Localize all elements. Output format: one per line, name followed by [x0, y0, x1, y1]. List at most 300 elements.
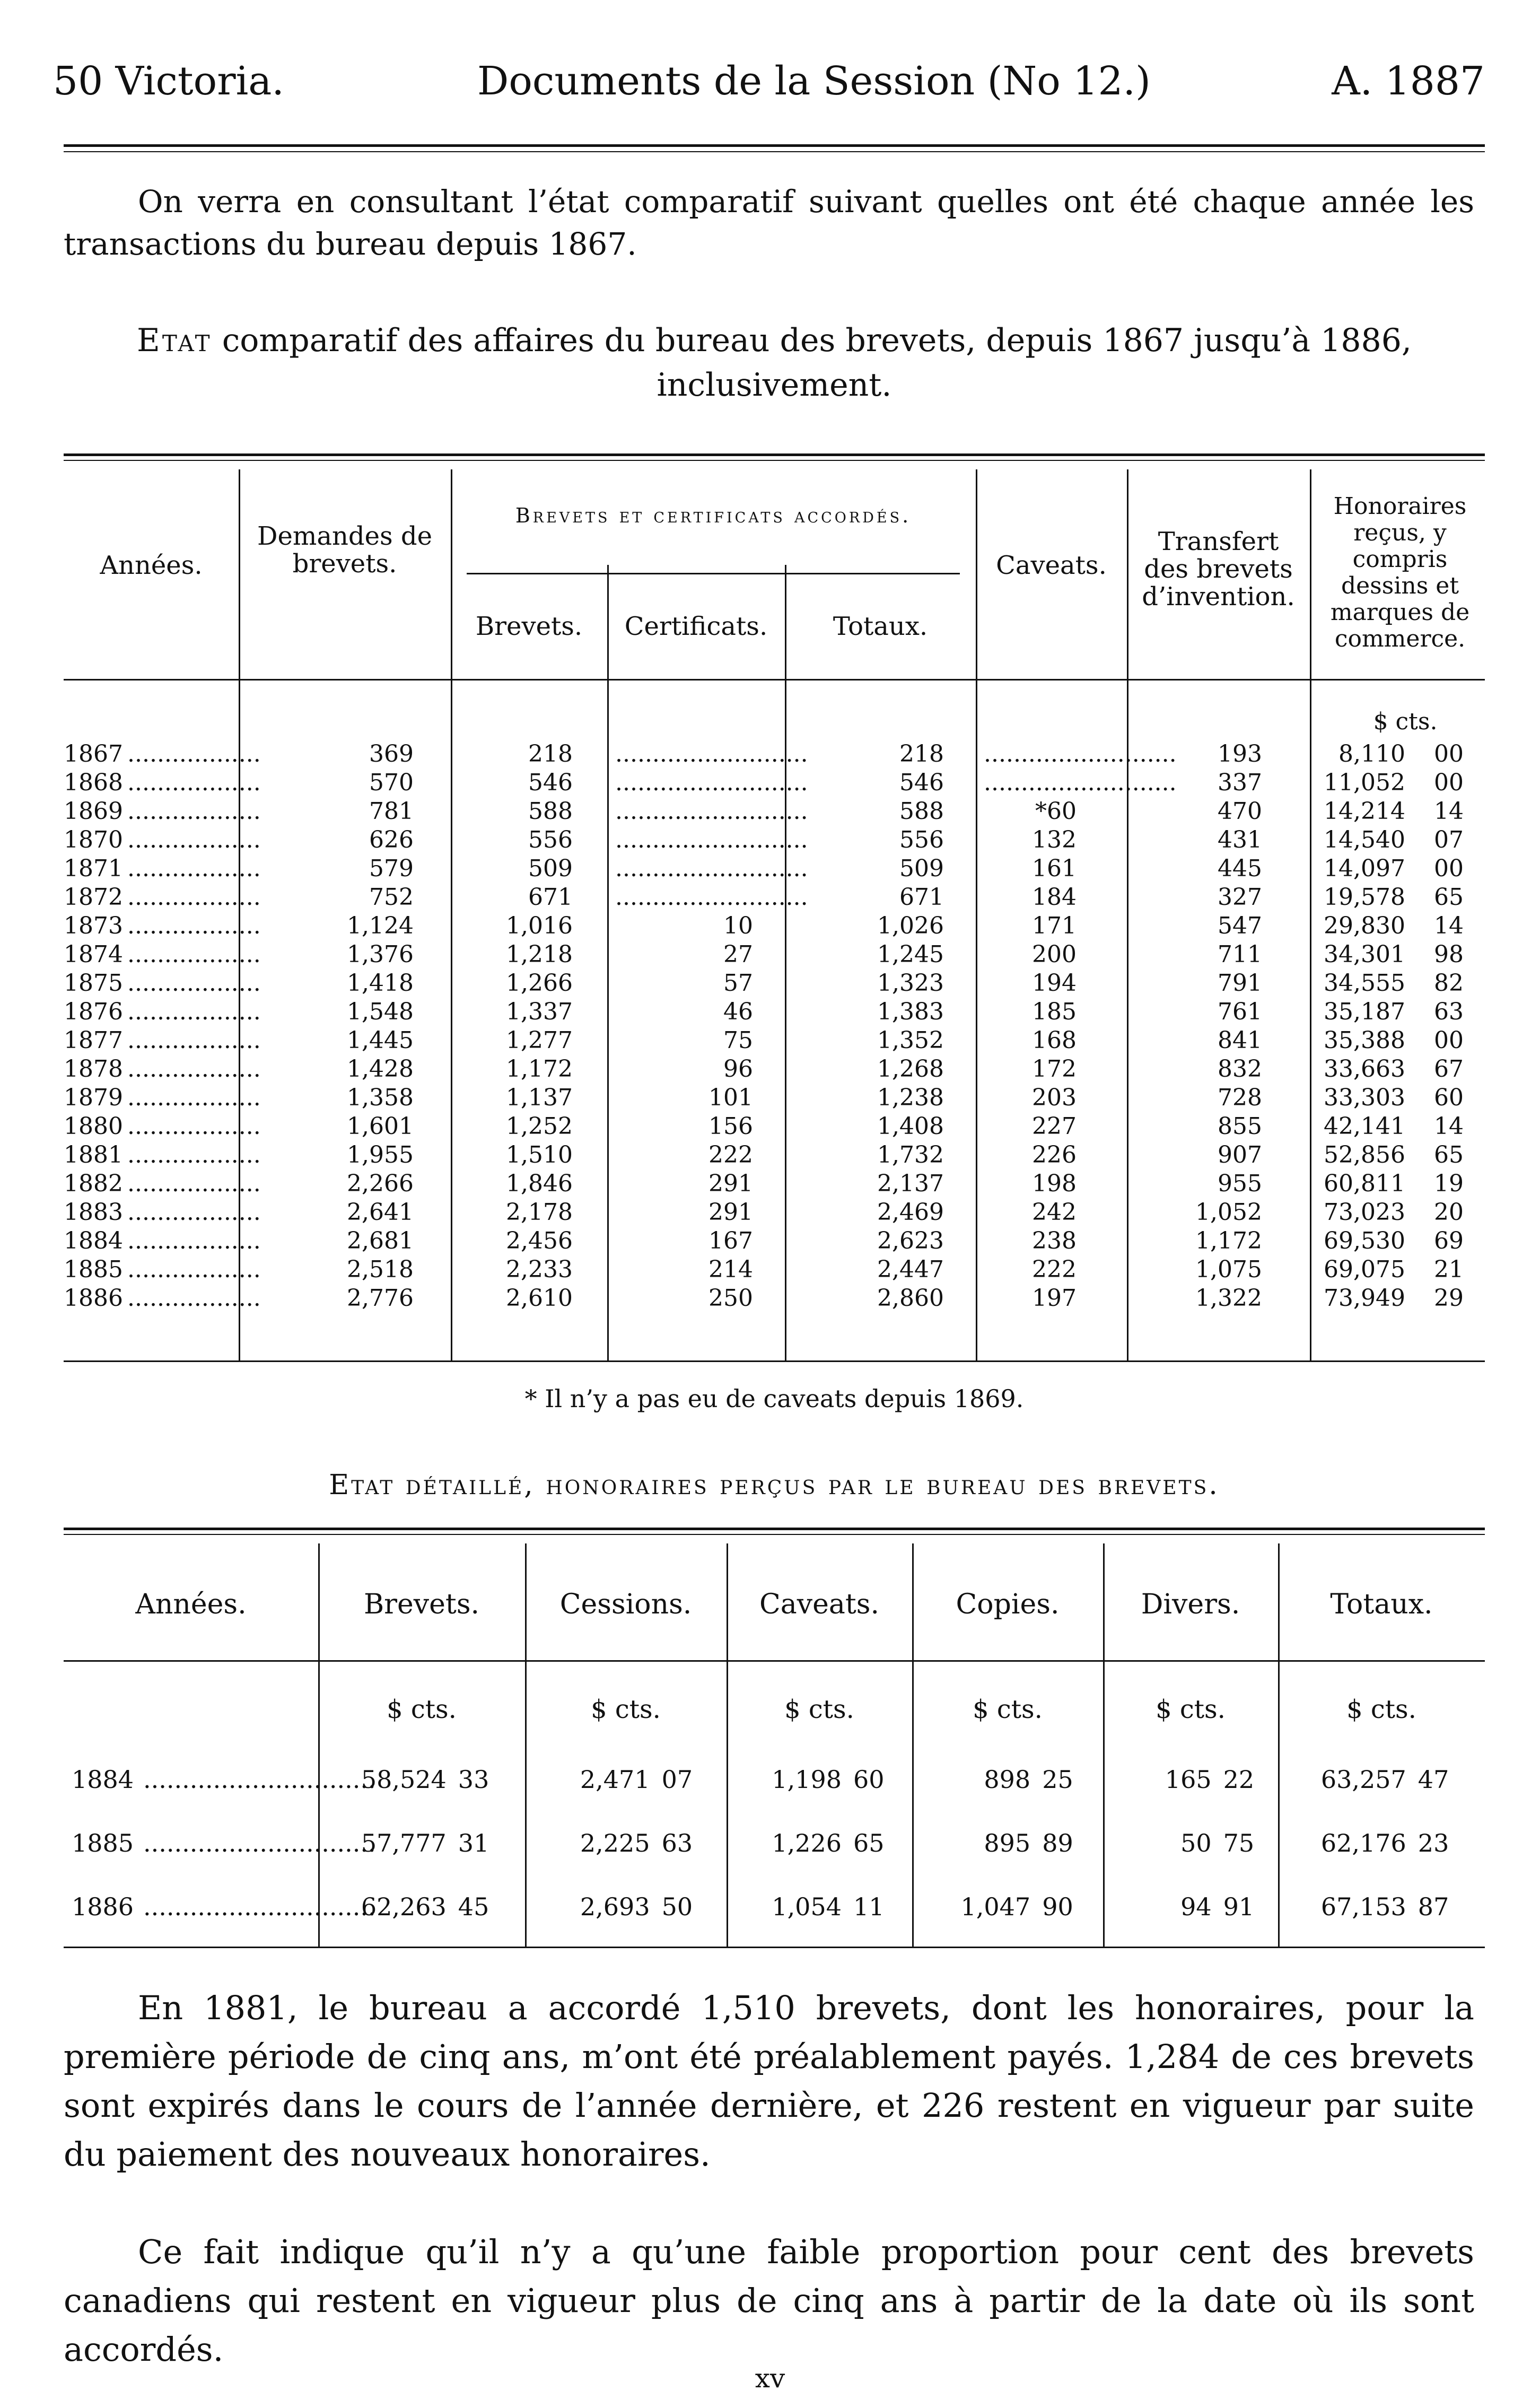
t2-currency-label: $ cts.	[1346, 1695, 1416, 1724]
t2-cell-dollars: 94	[1180, 1892, 1212, 1921]
cell-cents: 07	[1434, 826, 1464, 853]
table-row	[64, 826, 1485, 854]
cell-cents: 69	[1434, 1227, 1464, 1254]
table-row	[64, 740, 1485, 769]
t2-currency-label: $ cts.	[591, 1695, 661, 1724]
cell-transfert: 445	[1218, 855, 1262, 882]
cell-transfert: 1,322	[1195, 1285, 1262, 1312]
t2-cell-dollars: 2,225	[580, 1829, 650, 1857]
cell-demandes: 2,776	[347, 1285, 414, 1312]
comparative-table	[64, 453, 1485, 1379]
cell-cert: 75	[723, 1027, 753, 1054]
cell-brevets: 2,610	[506, 1285, 573, 1312]
cell-demandes: 752	[369, 884, 414, 911]
cell-demandes: 626	[369, 826, 414, 853]
cell-caveats: 168	[1032, 1027, 1077, 1054]
cell-demandes: 1,601	[347, 1113, 414, 1140]
row-year: 1877	[64, 1027, 123, 1054]
cell-transfert: 1,075	[1195, 1256, 1262, 1283]
cell-demandes: 1,445	[347, 1027, 414, 1054]
cell-dollars: 29,830	[1324, 912, 1405, 939]
table-row	[64, 769, 1485, 797]
t2-cell-cents: 07	[661, 1765, 693, 1794]
cell-cents: 14	[1434, 798, 1464, 825]
cell-cents: 65	[1434, 1141, 1464, 1168]
cell-caveats: 242	[1032, 1199, 1077, 1226]
cell-dollars: 52,856	[1324, 1141, 1405, 1168]
row-year: 1884	[72, 1765, 134, 1794]
cell-caveats: 198	[1032, 1170, 1077, 1197]
cell-dollars: 8,110	[1338, 740, 1405, 767]
leader-dots: ..................	[127, 970, 261, 997]
cell-dollars: 34,555	[1324, 970, 1405, 997]
t2-cell-cents: 91	[1223, 1892, 1255, 1921]
cell-dollars: 42,141	[1324, 1113, 1405, 1140]
row-year: 1885	[64, 1256, 123, 1283]
table-row	[64, 969, 1485, 998]
row-year: 1880	[64, 1113, 123, 1140]
cell-cents: 21	[1434, 1256, 1464, 1283]
row-year: 1886	[72, 1892, 134, 1921]
cell-cert: 10	[723, 912, 753, 939]
table-row	[64, 854, 1485, 883]
cell-caveats: 194	[1032, 970, 1077, 997]
cell-dollars: 33,303	[1324, 1084, 1405, 1111]
cell-cents: 63	[1434, 998, 1464, 1025]
t1-header-group: Brevets et certificats accordés.	[515, 504, 912, 527]
cell-brevets: 556	[528, 826, 573, 853]
cell-transfert: 337	[1218, 769, 1262, 796]
cell-cert: 46	[723, 998, 753, 1025]
cell-demandes: 2,518	[347, 1256, 414, 1283]
cell-dollars: 14,214	[1324, 798, 1405, 825]
t2-cell-dollars: 165	[1165, 1765, 1212, 1794]
cell-transfert: 907	[1218, 1141, 1262, 1168]
cell-totaux: 1,323	[877, 970, 944, 997]
t1-header-certificats: Certificats.	[624, 612, 768, 641]
t2-cell-cents: 11	[853, 1892, 885, 1921]
table-row	[64, 1227, 1485, 1255]
cell-cents: 98	[1434, 941, 1464, 968]
row-year: 1885	[72, 1829, 134, 1857]
cell-transfert: 193	[1218, 740, 1262, 767]
leader-dots: ..................	[127, 1170, 261, 1197]
leader-dots: ..................	[127, 998, 261, 1025]
cell-dollars: 35,388	[1324, 1027, 1405, 1054]
cell-transfert: 955	[1218, 1170, 1262, 1197]
row-year: 1872	[64, 884, 123, 911]
empty-cell-dots: ..........................	[984, 740, 1177, 767]
t2-cell-dollars: 50	[1180, 1829, 1212, 1857]
cell-brevets: 2,456	[506, 1227, 573, 1254]
table-row	[64, 1819, 1485, 1867]
leader-dots: ..................	[127, 941, 261, 968]
cell-cert: 156	[708, 1113, 753, 1140]
leader-dots: ..................	[127, 1285, 261, 1312]
table1-title-rest: comparatif des affaires du bureau des brevets, depuis 1867 jusqu’à 1886, inclusivement.	[222, 322, 1412, 404]
cell-caveats: 227	[1032, 1113, 1077, 1140]
cell-brevets: 1,277	[506, 1027, 573, 1054]
cell-caveats: *60	[1035, 798, 1077, 825]
cell-totaux: 2,623	[877, 1227, 944, 1254]
cell-cents: 19	[1434, 1170, 1464, 1197]
header-right: A. 1887	[1332, 58, 1485, 104]
cell-totaux: 1,352	[877, 1027, 944, 1054]
cell-cert: 214	[708, 1256, 753, 1283]
leader-dots: ..................	[127, 1227, 261, 1254]
cell-dollars: 11,052	[1324, 769, 1405, 796]
cell-totaux: 1,383	[877, 998, 944, 1025]
row-year: 1876	[64, 998, 123, 1025]
leader-dots: ..............................	[143, 1829, 376, 1857]
empty-cell-dots: ..........................	[615, 769, 808, 796]
row-year: 1868	[64, 769, 123, 796]
t2-cell-cents: 63	[661, 1829, 693, 1857]
t2-cell-dollars: 67,153	[1320, 1892, 1406, 1921]
cell-caveats: 132	[1032, 826, 1077, 853]
cell-cert: 250	[708, 1285, 753, 1312]
table-row	[64, 1055, 1485, 1084]
paragraph-proportion: Ce fait indique qu’il n’y a qu’une faible proportion pour cent des brevets canadiens qui restent en vigueur plus de cinq ans à partir de la date où ils sont accordés.	[64, 2232, 1474, 2369]
t2-cell-cents: 45	[458, 1892, 489, 1921]
row-year: 1879	[64, 1084, 123, 1111]
t1-header-annees: Années.	[100, 551, 203, 580]
cell-cents: 65	[1434, 884, 1464, 911]
cell-brevets: 546	[528, 769, 573, 796]
row-year: 1874	[64, 941, 123, 968]
t2-currency-label: $ cts.	[1156, 1695, 1226, 1724]
t2-header-rule	[64, 1660, 1485, 1662]
cell-cert: 27	[723, 941, 753, 968]
table-row	[64, 940, 1485, 969]
cell-cents: 00	[1434, 855, 1464, 882]
t2-cell-dollars: 1,054	[772, 1892, 842, 1921]
t2-header: Années.	[135, 1589, 247, 1620]
t2-cell-cents: 65	[853, 1829, 885, 1857]
cell-totaux: 1,245	[877, 941, 944, 968]
cell-transfert: 470	[1218, 798, 1262, 825]
row-year: 1870	[64, 826, 123, 853]
empty-cell-dots: ..........................	[615, 826, 808, 853]
row-year: 1883	[64, 1199, 123, 1226]
cell-cert: 101	[708, 1084, 753, 1111]
cell-demandes: 781	[369, 798, 414, 825]
cell-cert: 96	[723, 1055, 753, 1083]
t2-cell-dollars: 1,198	[772, 1765, 842, 1794]
t1-header-rule	[64, 679, 1485, 680]
cell-totaux: 671	[899, 884, 944, 911]
cell-totaux: 556	[899, 826, 944, 853]
t2-header: Totaux.	[1330, 1589, 1433, 1620]
t2-cell-cents: 60	[853, 1765, 885, 1794]
running-header	[53, 58, 1485, 111]
cell-dollars: 35,187	[1324, 998, 1405, 1025]
cell-transfert: 1,172	[1195, 1227, 1262, 1254]
cell-transfert: 431	[1218, 826, 1262, 853]
t1-top-rule-thin	[64, 460, 1485, 461]
cell-brevets: 1,016	[506, 912, 573, 939]
t2-cell-cents: 22	[1223, 1765, 1255, 1794]
cell-caveats: 161	[1032, 855, 1077, 882]
cell-brevets: 1,137	[506, 1084, 573, 1111]
cell-totaux: 2,137	[877, 1170, 944, 1197]
leader-dots: ..................	[127, 740, 261, 767]
t2-cell-dollars: 62,176	[1320, 1829, 1406, 1857]
cell-cents: 00	[1434, 740, 1464, 767]
intro-paragraph: On verra en consultant l’état comparatif suivant quelles ont été chaque année les transactions du bureau depuis 1867.	[64, 184, 1474, 262]
t2-cell-cents: 47	[1418, 1765, 1449, 1794]
paragraph-1881: En 1881, le bureau a accordé 1,510 brevets, dont les honoraires, pour la première période de cinq ans, m’ont été préalablement payés. 1,284 de ces brevets sont expirés dans le cours de l’année dernière, et 226 restent en vigueur par suite du paiement des nouveaux honoraires.	[64, 1988, 1474, 2174]
table-row	[64, 1026, 1485, 1055]
cell-demandes: 570	[369, 769, 414, 796]
table-row	[64, 998, 1485, 1026]
cell-demandes: 2,681	[347, 1227, 414, 1254]
cell-cert: 57	[723, 970, 753, 997]
cell-demandes: 1,548	[347, 998, 414, 1025]
leader-dots: ..................	[127, 1055, 261, 1083]
header-center: Documents de la Session (No 12.)	[477, 58, 1151, 104]
cell-demandes: 1,428	[347, 1055, 414, 1083]
leader-dots: ..................	[127, 1256, 261, 1283]
cell-transfert: 547	[1218, 912, 1262, 939]
t2-cell-dollars: 895	[984, 1829, 1031, 1857]
cell-caveats: 184	[1032, 884, 1077, 911]
t1-group-rule	[467, 573, 960, 574]
cell-dollars: 33,663	[1324, 1055, 1405, 1083]
table-row	[64, 1284, 1485, 1313]
cell-cents: 29	[1434, 1285, 1464, 1312]
cell-transfert: 791	[1218, 970, 1262, 997]
row-year: 1875	[64, 970, 123, 997]
row-year: 1886	[64, 1285, 123, 1312]
t2-cell-cents: 87	[1418, 1892, 1449, 1921]
cell-cents: 14	[1434, 912, 1464, 939]
t1-currency-label: $ cts.	[1373, 708, 1438, 735]
cell-brevets: 671	[528, 884, 573, 911]
cell-dollars: 73,023	[1324, 1199, 1405, 1226]
cell-totaux: 2,860	[877, 1285, 944, 1312]
cell-dollars: 69,075	[1324, 1256, 1405, 1283]
t1-header-brevets: Brevets.	[475, 612, 583, 641]
cell-totaux: 1,026	[877, 912, 944, 939]
table-row	[64, 1883, 1485, 1931]
empty-cell-dots: ..........................	[615, 884, 808, 911]
table-row	[64, 1112, 1485, 1141]
cell-brevets: 2,178	[506, 1199, 573, 1226]
t1-footnote: * Il n’y a pas eu de caveats depuis 1869.	[524, 1384, 1024, 1413]
cell-cert: 222	[708, 1141, 753, 1168]
t1-header-caveats: Caveats.	[996, 551, 1107, 580]
cell-dollars: 34,301	[1324, 941, 1405, 968]
cell-caveats: 197	[1032, 1285, 1077, 1312]
cell-cents: 60	[1434, 1084, 1464, 1111]
empty-cell-dots: ..........................	[615, 798, 808, 825]
table1-title-lead: Etat	[137, 322, 212, 359]
leader-dots: ..............................	[143, 1765, 376, 1794]
cell-dollars: 14,097	[1324, 855, 1405, 882]
leader-dots: ..................	[127, 826, 261, 853]
empty-cell-dots: ..........................	[984, 769, 1177, 796]
cell-demandes: 1,376	[347, 941, 414, 968]
cell-cents: 82	[1434, 970, 1464, 997]
t2-top-rule-thin	[64, 1534, 1485, 1535]
cell-cert: 291	[708, 1199, 753, 1226]
row-year: 1882	[64, 1170, 123, 1197]
t1-top-rule	[64, 453, 1485, 456]
leader-dots: ..................	[127, 1027, 261, 1054]
t2-cell-cents: 33	[458, 1765, 489, 1794]
cell-demandes: 2,641	[347, 1199, 414, 1226]
t2-currency-label: $ cts.	[973, 1695, 1043, 1724]
leader-dots: ..................	[127, 769, 261, 796]
cell-transfert: 711	[1218, 941, 1262, 968]
table-row	[64, 797, 1485, 826]
t2-currency-label: $ cts.	[387, 1695, 457, 1724]
page-number: xv	[755, 2363, 785, 2394]
header-rule-thick	[64, 144, 1485, 147]
table-row	[64, 883, 1485, 912]
cell-totaux: 1,268	[877, 1055, 944, 1083]
t2-cell-dollars: 898	[984, 1765, 1031, 1794]
table1-title	[106, 318, 1442, 407]
cell-totaux: 2,447	[877, 1256, 944, 1283]
cell-demandes: 579	[369, 855, 414, 882]
leader-dots: ..................	[127, 1199, 261, 1226]
t1-header-demandes: Demandes de brevets.	[257, 521, 433, 579]
cell-totaux: 588	[899, 798, 944, 825]
leader-dots: ..................	[127, 884, 261, 911]
cell-dollars: 14,540	[1324, 826, 1405, 853]
cell-brevets: 2,233	[506, 1256, 573, 1283]
t2-header: Divers.	[1141, 1589, 1240, 1620]
cell-demandes: 1,418	[347, 970, 414, 997]
table-row	[64, 1141, 1485, 1170]
t2-cell-cents: 23	[1418, 1829, 1449, 1857]
cell-totaux: 218	[899, 740, 944, 767]
cell-dollars: 69,530	[1324, 1227, 1405, 1254]
t2-cell-dollars: 2,693	[580, 1892, 650, 1921]
cell-transfert: 855	[1218, 1113, 1262, 1140]
cell-cert: 291	[708, 1170, 753, 1197]
cell-cents: 67	[1434, 1055, 1464, 1083]
cell-demandes: 369	[369, 740, 414, 767]
fees-table	[64, 1528, 1485, 1952]
cell-dollars: 60,811	[1324, 1170, 1405, 1197]
row-year: 1884	[64, 1227, 123, 1254]
cell-brevets: 1,337	[506, 998, 573, 1025]
cell-brevets: 1,510	[506, 1141, 573, 1168]
empty-cell-dots: ..........................	[615, 740, 808, 767]
cell-demandes: 1,124	[347, 912, 414, 939]
table-row	[64, 1198, 1485, 1227]
leader-dots: ..................	[127, 798, 261, 825]
t2-header: Cessions.	[559, 1589, 692, 1620]
cell-brevets: 218	[528, 740, 573, 767]
cell-caveats: 171	[1032, 912, 1077, 939]
cell-caveats: 200	[1032, 941, 1077, 968]
t2-cell-dollars: 2,471	[580, 1765, 650, 1794]
cell-totaux: 1,408	[877, 1113, 944, 1140]
cell-caveats: 226	[1032, 1141, 1077, 1168]
t2-cell-dollars: 63,257	[1320, 1765, 1406, 1794]
cell-totaux: 1,732	[877, 1141, 944, 1168]
row-year: 1871	[64, 855, 123, 882]
cell-demandes: 1,955	[347, 1141, 414, 1168]
cell-transfert: 327	[1218, 884, 1262, 911]
t1-bottom-rule	[64, 1360, 1485, 1362]
cell-dollars: 73,949	[1324, 1285, 1405, 1312]
leader-dots: ..............................	[143, 1892, 376, 1921]
table-row	[64, 1756, 1485, 1803]
cell-caveats: 238	[1032, 1227, 1077, 1254]
t2-cell-dollars: 62,263	[361, 1892, 447, 1921]
table-row	[64, 1084, 1485, 1112]
row-year: 1878	[64, 1055, 123, 1083]
t2-cell-cents: 75	[1223, 1829, 1255, 1857]
table-row	[64, 912, 1485, 940]
t2-cell-dollars: 1,047	[960, 1892, 1031, 1921]
row-year: 1881	[64, 1141, 123, 1168]
t2-header: Brevets.	[363, 1589, 480, 1620]
leader-dots: ..................	[127, 1113, 261, 1140]
cell-dollars: 19,578	[1324, 884, 1405, 911]
t2-header: Copies.	[956, 1589, 1060, 1620]
cell-cents: 14	[1434, 1113, 1464, 1140]
cell-transfert: 832	[1218, 1055, 1262, 1083]
header-left: 50 Victoria.	[53, 58, 284, 104]
empty-cell-dots: ..........................	[615, 855, 808, 882]
cell-transfert: 728	[1218, 1084, 1262, 1111]
leader-dots: ..................	[127, 1084, 261, 1111]
leader-dots: ..................	[127, 912, 261, 939]
cell-brevets: 1,252	[506, 1113, 573, 1140]
cell-cents: 00	[1434, 769, 1464, 796]
t1-header-totaux: Totaux.	[833, 612, 928, 641]
leader-dots: ..................	[127, 855, 261, 882]
t2-cell-cents: 50	[661, 1892, 693, 1921]
cell-caveats: 172	[1032, 1055, 1077, 1083]
cell-brevets: 1,172	[506, 1055, 573, 1083]
table2-title: Etat détaillé, honoraires perçus par le bureau des brevets.	[329, 1469, 1220, 1501]
t2-cell-cents: 31	[458, 1829, 489, 1857]
t2-bottom-rule	[64, 1947, 1485, 1948]
t2-cell-dollars: 58,524	[361, 1765, 447, 1794]
cell-demandes: 2,266	[347, 1170, 414, 1197]
cell-brevets: 588	[528, 798, 573, 825]
cell-brevets: 1,266	[506, 970, 573, 997]
cell-transfert: 841	[1218, 1027, 1262, 1054]
cell-caveats: 185	[1032, 998, 1077, 1025]
cell-totaux: 2,469	[877, 1199, 944, 1226]
row-year: 1869	[64, 798, 123, 825]
t2-cell-cents: 89	[1042, 1829, 1073, 1857]
leader-dots: ..................	[127, 1141, 261, 1168]
t2-cell-cents: 90	[1042, 1892, 1073, 1921]
row-year: 1873	[64, 912, 123, 939]
t2-header: Caveats.	[759, 1589, 880, 1620]
table-row	[64, 1170, 1485, 1198]
cell-demandes: 1,358	[347, 1084, 414, 1111]
cell-brevets: 1,846	[506, 1170, 573, 1197]
t1-header-transfert: Transfert des brevets d’invention.	[1142, 527, 1295, 612]
row-year: 1867	[64, 740, 123, 767]
cell-transfert: 761	[1218, 998, 1262, 1025]
cell-brevets: 1,218	[506, 941, 573, 968]
cell-cert: 167	[708, 1227, 753, 1254]
t2-cell-dollars: 1,226	[772, 1829, 842, 1857]
cell-caveats: 222	[1032, 1256, 1077, 1283]
cell-totaux: 509	[899, 855, 944, 882]
